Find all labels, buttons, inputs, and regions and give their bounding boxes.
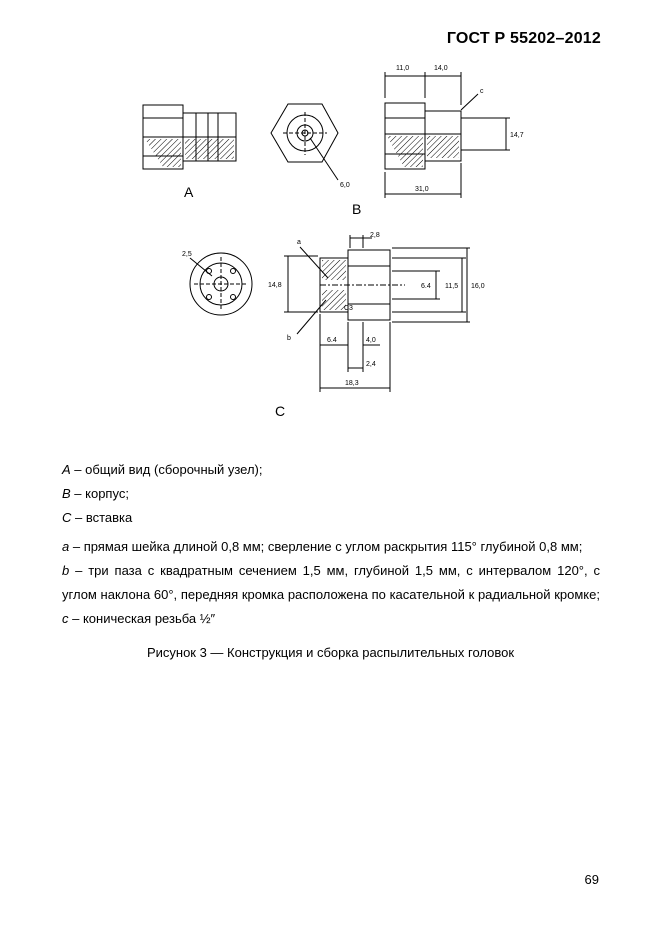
legend-key-a: a: [62, 539, 70, 554]
standard-header: ГОСТ Р 55202–2012: [446, 30, 601, 47]
legend-notes: [62, 535, 600, 631]
legend-key-B: B: [62, 486, 71, 501]
view-a-assembly: [143, 105, 236, 169]
dim-b-140: 14,0: [434, 65, 448, 72]
legend-text-C: – вставка: [71, 510, 133, 525]
dim-b-110: 11,0: [396, 65, 410, 72]
dim-c-40: 4,0: [366, 337, 376, 344]
legend-key-C: C: [62, 510, 72, 525]
technical-drawing: [0, 0, 661, 440]
dim-c-25: 2,5: [182, 251, 192, 258]
dim-c-115: 11,5: [445, 283, 459, 290]
dim-c-148: 14,8: [268, 282, 282, 289]
dim-b-60: 6,0: [340, 182, 350, 189]
legend-key-b: b: [62, 563, 70, 578]
figure-caption: Рисунок 3 — Конструкция и сборка распылительных головок: [146, 645, 515, 660]
legend-line-c-view: [62, 506, 600, 530]
dim-c-24: 2,4: [366, 361, 376, 368]
page-number: 69: [584, 872, 599, 887]
legend-text-B: – корпус;: [70, 486, 129, 501]
mark-c-c3: C3: [344, 305, 353, 312]
legend-key-A: A: [62, 462, 71, 477]
legend-views: [62, 458, 600, 530]
view-label-c: C: [275, 403, 286, 419]
legend-text-a: – прямая шейка длиной 0,8 мм; сверление с углом раскрытия 115° глубиной 0,8 мм;: [69, 539, 583, 554]
view-c-insert-section: [284, 235, 470, 392]
dim-b-147: 14,7: [510, 132, 524, 139]
view-b-body-section: [385, 72, 510, 198]
dim-c-28: 2,8: [370, 232, 380, 239]
dim-c-64-horizontal: 6.4: [327, 337, 337, 344]
legend-line-a-note: [62, 535, 600, 559]
view-b-hex-end: [271, 104, 338, 180]
view-c-insert-end: [190, 253, 252, 315]
legend-line-b-view: [62, 482, 600, 506]
legend-line-b-note: [62, 559, 600, 631]
mark-c-b: b: [287, 335, 291, 342]
mark-c-a: a: [297, 239, 301, 246]
dim-c-160: 16,0: [471, 283, 485, 290]
legend-text-A: – общий вид (сборочный узел);: [70, 462, 263, 477]
dim-c-64-vertical: 6.4: [421, 283, 431, 290]
legend-line-a-view: [62, 458, 600, 482]
legend-text-b: – три паза с квадратным сечением 1,5 мм, глубиной 1,5 мм, с интервалом 120°, с углом наклона 60°, передняя кромка расположена по касательной к радиальной кромке;: [62, 563, 600, 602]
dim-c-183: 18,3: [345, 380, 359, 387]
view-label-b: B: [352, 201, 362, 217]
legend-text-c: – коническая резьба ½″: [68, 611, 216, 626]
legend-key-c: c: [62, 611, 69, 626]
view-label-a: A: [184, 184, 194, 200]
dim-b-310: 31,0: [415, 186, 429, 193]
mark-b-c: c: [480, 88, 484, 95]
